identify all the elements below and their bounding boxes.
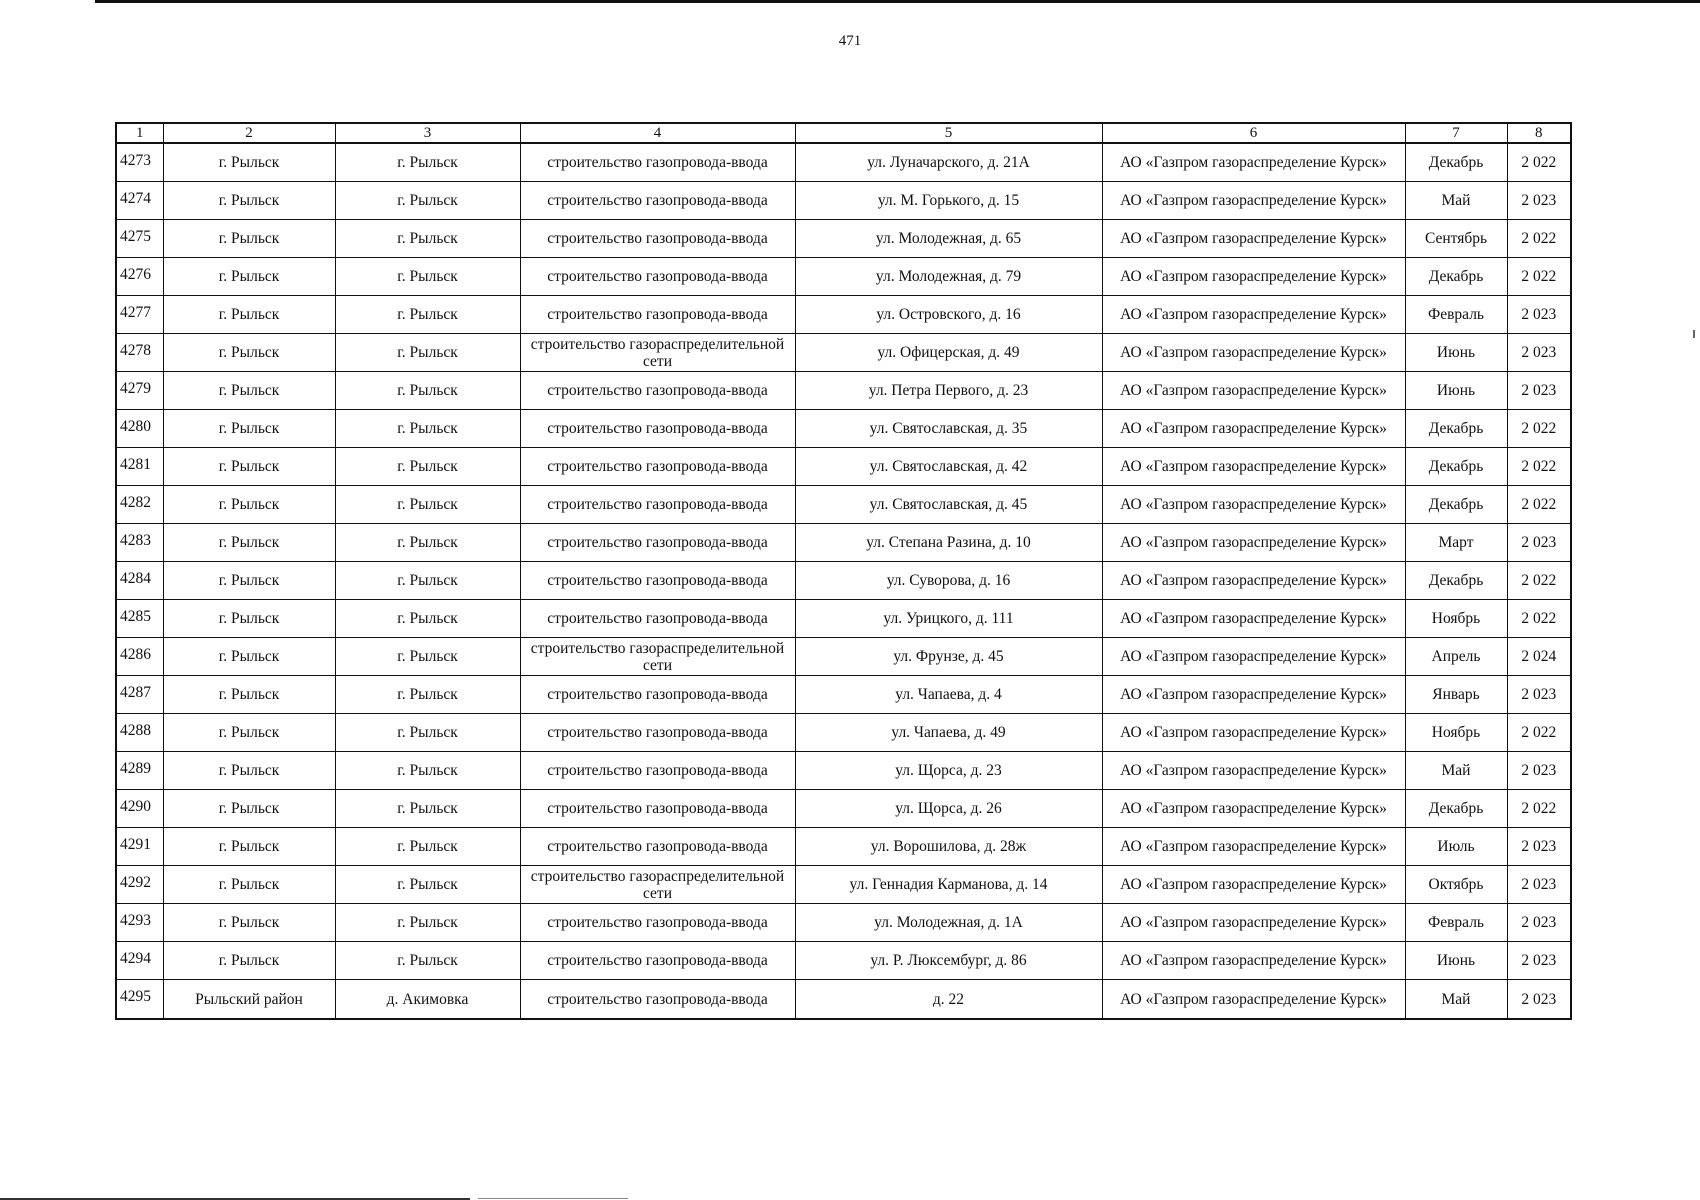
settlement-cell: г. Рыльск (335, 638, 520, 676)
row-number-cell: 4286 (116, 638, 163, 676)
work-type-cell: строительство газораспределительной сети (520, 866, 795, 904)
column-header: 7 (1405, 123, 1507, 143)
gas-works-table (115, 122, 1572, 1020)
municipality-cell: г. Рыльск (163, 562, 335, 600)
month-cell: Декабрь (1405, 258, 1507, 296)
settlement-cell: г. Рыльск (335, 258, 520, 296)
month-cell: Июль (1405, 828, 1507, 866)
row-number-cell: 4292 (116, 866, 163, 904)
table-row (116, 448, 1571, 486)
table-row (116, 752, 1571, 790)
month-cell: Ноябрь (1405, 714, 1507, 752)
organization-cell: АО «Газпром газораспределение Курск» (1102, 980, 1405, 1020)
work-type-cell: строительство газопровода-ввода (520, 372, 795, 410)
year-cell: 2 024 (1507, 638, 1571, 676)
municipality-cell: г. Рыльск (163, 220, 335, 258)
municipality-cell: г. Рыльск (163, 524, 335, 562)
year-cell: 2 022 (1507, 600, 1571, 638)
organization-cell: АО «Газпром газораспределение Курск» (1102, 828, 1405, 866)
year-cell: 2 023 (1507, 524, 1571, 562)
address-cell: ул. Чапаева, д. 4 (795, 676, 1102, 714)
month-cell: Декабрь (1405, 562, 1507, 600)
column-header: 8 (1507, 123, 1571, 143)
work-type-cell: строительство газопровода-ввода (520, 410, 795, 448)
organization-cell: АО «Газпром газораспределение Курск» (1102, 866, 1405, 904)
table-row (116, 220, 1571, 258)
column-header: 2 (163, 123, 335, 143)
year-cell: 2 022 (1507, 790, 1571, 828)
row-number-cell: 4273 (116, 143, 163, 182)
row-number-cell: 4287 (116, 676, 163, 714)
organization-cell: АО «Газпром газораспределение Курск» (1102, 372, 1405, 410)
work-type-cell: строительство газопровода-ввода (520, 752, 795, 790)
table-row (116, 524, 1571, 562)
organization-cell: АО «Газпром газораспределение Курск» (1102, 220, 1405, 258)
month-cell: Май (1405, 182, 1507, 220)
table-row (116, 258, 1571, 296)
settlement-cell: г. Рыльск (335, 143, 520, 182)
month-cell: Ноябрь (1405, 600, 1507, 638)
row-number-cell: 4278 (116, 334, 163, 372)
year-cell: 2 023 (1507, 980, 1571, 1020)
address-cell: д. 22 (795, 980, 1102, 1020)
table-row (116, 562, 1571, 600)
settlement-cell: г. Рыльск (335, 220, 520, 258)
address-cell: ул. Святославская, д. 45 (795, 486, 1102, 524)
table-row (116, 828, 1571, 866)
municipality-cell: г. Рыльск (163, 334, 335, 372)
table-row (116, 904, 1571, 942)
table-row (116, 942, 1571, 980)
year-cell: 2 022 (1507, 143, 1571, 182)
table-row (116, 980, 1571, 1020)
table-row (116, 638, 1571, 676)
month-cell: Июнь (1405, 942, 1507, 980)
year-cell: 2 023 (1507, 182, 1571, 220)
settlement-cell: г. Рыльск (335, 714, 520, 752)
organization-cell: АО «Газпром газораспределение Курск» (1102, 182, 1405, 220)
table-row (116, 790, 1571, 828)
work-type-cell: строительство газопровода-ввода (520, 448, 795, 486)
address-cell: ул. Р. Люксембург, д. 86 (795, 942, 1102, 980)
municipality-cell: г. Рыльск (163, 258, 335, 296)
row-number-cell: 4289 (116, 752, 163, 790)
address-cell: ул. Фрунзе, д. 45 (795, 638, 1102, 676)
row-number-cell: 4279 (116, 372, 163, 410)
row-number-cell: 4284 (116, 562, 163, 600)
organization-cell: АО «Газпром газораспределение Курск» (1102, 143, 1405, 182)
address-cell: ул. Чапаева, д. 49 (795, 714, 1102, 752)
organization-cell: АО «Газпром газораспределение Курск» (1102, 562, 1405, 600)
municipality-cell: г. Рыльск (163, 410, 335, 448)
table-row (116, 296, 1571, 334)
month-cell: Январь (1405, 676, 1507, 714)
month-cell: Декабрь (1405, 143, 1507, 182)
month-cell: Май (1405, 752, 1507, 790)
work-type-cell: строительство газопровода-ввода (520, 790, 795, 828)
table-row (116, 143, 1571, 182)
work-type-cell: строительство газопровода-ввода (520, 182, 795, 220)
column-number-row (116, 123, 1571, 143)
municipality-cell: г. Рыльск (163, 828, 335, 866)
page-number: 471 (838, 33, 862, 49)
municipality-cell: г. Рыльск (163, 904, 335, 942)
address-cell: ул. Ворошилова, д. 28ж (795, 828, 1102, 866)
organization-cell: АО «Газпром газораспределение Курск» (1102, 524, 1405, 562)
month-cell: Декабрь (1405, 410, 1507, 448)
month-cell: Декабрь (1405, 790, 1507, 828)
settlement-cell: г. Рыльск (335, 790, 520, 828)
organization-cell: АО «Газпром газораспределение Курск» (1102, 676, 1405, 714)
municipality-cell: г. Рыльск (163, 448, 335, 486)
address-cell: ул. Урицкого, д. 111 (795, 600, 1102, 638)
row-number-cell: 4288 (116, 714, 163, 752)
settlement-cell: г. Рыльск (335, 562, 520, 600)
month-cell: Апрель (1405, 638, 1507, 676)
address-cell: ул. Петра Первого, д. 23 (795, 372, 1102, 410)
settlement-cell: г. Рыльск (335, 600, 520, 638)
organization-cell: АО «Газпром газораспределение Курск» (1102, 638, 1405, 676)
organization-cell: АО «Газпром газораспределение Курск» (1102, 410, 1405, 448)
column-header: 4 (520, 123, 795, 143)
settlement-cell: г. Рыльск (335, 410, 520, 448)
row-number-cell: 4282 (116, 486, 163, 524)
work-type-cell: строительство газопровода-ввода (520, 562, 795, 600)
year-cell: 2 023 (1507, 904, 1571, 942)
work-type-cell: строительство газопровода-ввода (520, 600, 795, 638)
settlement-cell: г. Рыльск (335, 296, 520, 334)
work-type-cell: строительство газопровода-ввода (520, 258, 795, 296)
row-number-cell: 4274 (116, 182, 163, 220)
table-row (116, 486, 1571, 524)
work-type-cell: строительство газопровода-ввода (520, 942, 795, 980)
column-header: 5 (795, 123, 1102, 143)
table-row (116, 410, 1571, 448)
settlement-cell: г. Рыльск (335, 866, 520, 904)
year-cell: 2 022 (1507, 258, 1571, 296)
year-cell: 2 022 (1507, 410, 1571, 448)
address-cell: ул. М. Горького, д. 15 (795, 182, 1102, 220)
edge-mark (1693, 330, 1695, 338)
organization-cell: АО «Газпром газораспределение Курск» (1102, 790, 1405, 828)
municipality-cell: г. Рыльск (163, 866, 335, 904)
address-cell: ул. Молодежная, д. 65 (795, 220, 1102, 258)
table-row (116, 676, 1571, 714)
municipality-cell: г. Рыльск (163, 486, 335, 524)
settlement-cell: г. Рыльск (335, 676, 520, 714)
settlement-cell: г. Рыльск (335, 486, 520, 524)
municipality-cell: г. Рыльск (163, 638, 335, 676)
work-type-cell: строительство газопровода-ввода (520, 714, 795, 752)
year-cell: 2 023 (1507, 296, 1571, 334)
municipality-cell: Рыльский район (163, 980, 335, 1020)
settlement-cell: д. Акимовка (335, 980, 520, 1020)
settlement-cell: г. Рыльск (335, 182, 520, 220)
organization-cell: АО «Газпром газораспределение Курск» (1102, 752, 1405, 790)
address-cell: ул. Молодежная, д. 79 (795, 258, 1102, 296)
row-number-cell: 4294 (116, 942, 163, 980)
table-body (116, 143, 1571, 1019)
work-type-cell: строительство газопровода-ввода (520, 980, 795, 1020)
organization-cell: АО «Газпром газораспределение Курск» (1102, 448, 1405, 486)
municipality-cell: г. Рыльск (163, 752, 335, 790)
year-cell: 2 023 (1507, 942, 1571, 980)
row-number-cell: 4290 (116, 790, 163, 828)
bottom-rule (478, 1198, 628, 1199)
row-number-cell: 4277 (116, 296, 163, 334)
address-cell: ул. Степана Разина, д. 10 (795, 524, 1102, 562)
column-header: 1 (116, 123, 163, 143)
work-type-cell: строительство газопровода-ввода (520, 143, 795, 182)
month-cell: Февраль (1405, 904, 1507, 942)
municipality-cell: г. Рыльск (163, 790, 335, 828)
address-cell: ул. Щорса, д. 23 (795, 752, 1102, 790)
work-type-cell: строительство газопровода-ввода (520, 296, 795, 334)
municipality-cell: г. Рыльск (163, 296, 335, 334)
month-cell: Сентябрь (1405, 220, 1507, 258)
row-number-cell: 4275 (116, 220, 163, 258)
table-row (116, 372, 1571, 410)
work-type-cell: строительство газораспределительной сети (520, 638, 795, 676)
organization-cell: АО «Газпром газораспределение Курск» (1102, 258, 1405, 296)
address-cell: ул. Святославская, д. 35 (795, 410, 1102, 448)
organization-cell: АО «Газпром газораспределение Курск» (1102, 334, 1405, 372)
year-cell: 2 022 (1507, 714, 1571, 752)
month-cell: Март (1405, 524, 1507, 562)
work-type-cell: строительство газораспределительной сети (520, 334, 795, 372)
table-row (116, 866, 1571, 904)
address-cell: ул. Офицерская, д. 49 (795, 334, 1102, 372)
address-cell: ул. Суворова, д. 16 (795, 562, 1102, 600)
municipality-cell: г. Рыльск (163, 714, 335, 752)
organization-cell: АО «Газпром газораспределение Курск» (1102, 296, 1405, 334)
municipality-cell: г. Рыльск (163, 942, 335, 980)
work-type-cell: строительство газопровода-ввода (520, 904, 795, 942)
row-number-cell: 4280 (116, 410, 163, 448)
month-cell: Май (1405, 980, 1507, 1020)
top-rule (95, 0, 1700, 3)
work-type-cell: строительство газопровода-ввода (520, 486, 795, 524)
work-type-cell: строительство газопровода-ввода (520, 220, 795, 258)
organization-cell: АО «Газпром газораспределение Курск» (1102, 714, 1405, 752)
row-number-cell: 4285 (116, 600, 163, 638)
work-type-cell: строительство газопровода-ввода (520, 524, 795, 562)
table-row (116, 182, 1571, 220)
municipality-cell: г. Рыльск (163, 372, 335, 410)
month-cell: Июнь (1405, 334, 1507, 372)
settlement-cell: г. Рыльск (335, 942, 520, 980)
table-row (116, 334, 1571, 372)
organization-cell: АО «Газпром газораспределение Курск» (1102, 486, 1405, 524)
municipality-cell: г. Рыльск (163, 676, 335, 714)
month-cell: Июнь (1405, 372, 1507, 410)
organization-cell: АО «Газпром газораспределение Курск» (1102, 942, 1405, 980)
month-cell: Декабрь (1405, 486, 1507, 524)
settlement-cell: г. Рыльск (335, 828, 520, 866)
row-number-cell: 4295 (116, 980, 163, 1020)
year-cell: 2 023 (1507, 828, 1571, 866)
year-cell: 2 023 (1507, 676, 1571, 714)
year-cell: 2 023 (1507, 334, 1571, 372)
month-cell: Февраль (1405, 296, 1507, 334)
settlement-cell: г. Рыльск (335, 448, 520, 486)
settlement-cell: г. Рыльск (335, 524, 520, 562)
year-cell: 2 022 (1507, 562, 1571, 600)
month-cell: Декабрь (1405, 448, 1507, 486)
row-number-cell: 4283 (116, 524, 163, 562)
address-cell: ул. Щорса, д. 26 (795, 790, 1102, 828)
year-cell: 2 023 (1507, 866, 1571, 904)
settlement-cell: г. Рыльск (335, 334, 520, 372)
year-cell: 2 023 (1507, 752, 1571, 790)
row-number-cell: 4293 (116, 904, 163, 942)
organization-cell: АО «Газпром газораспределение Курск» (1102, 904, 1405, 942)
address-cell: ул. Святославская, д. 42 (795, 448, 1102, 486)
work-type-cell: строительство газопровода-ввода (520, 676, 795, 714)
settlement-cell: г. Рыльск (335, 372, 520, 410)
year-cell: 2 022 (1507, 220, 1571, 258)
column-header: 6 (1102, 123, 1405, 143)
municipality-cell: г. Рыльск (163, 143, 335, 182)
year-cell: 2 023 (1507, 372, 1571, 410)
row-number-cell: 4281 (116, 448, 163, 486)
table-row (116, 600, 1571, 638)
municipality-cell: г. Рыльск (163, 600, 335, 638)
work-type-cell: строительство газопровода-ввода (520, 828, 795, 866)
row-number-cell: 4276 (116, 258, 163, 296)
year-cell: 2 022 (1507, 486, 1571, 524)
year-cell: 2 022 (1507, 448, 1571, 486)
settlement-cell: г. Рыльск (335, 752, 520, 790)
month-cell: Октябрь (1405, 866, 1507, 904)
row-number-cell: 4291 (116, 828, 163, 866)
table-row (116, 714, 1571, 752)
address-cell: ул. Островского, д. 16 (795, 296, 1102, 334)
settlement-cell: г. Рыльск (335, 904, 520, 942)
municipality-cell: г. Рыльск (163, 182, 335, 220)
address-cell: ул. Молодежная, д. 1А (795, 904, 1102, 942)
organization-cell: АО «Газпром газораспределение Курск» (1102, 600, 1405, 638)
address-cell: ул. Геннадия Карманова, д. 14 (795, 866, 1102, 904)
column-header: 3 (335, 123, 520, 143)
address-cell: ул. Луначарского, д. 21А (795, 143, 1102, 182)
